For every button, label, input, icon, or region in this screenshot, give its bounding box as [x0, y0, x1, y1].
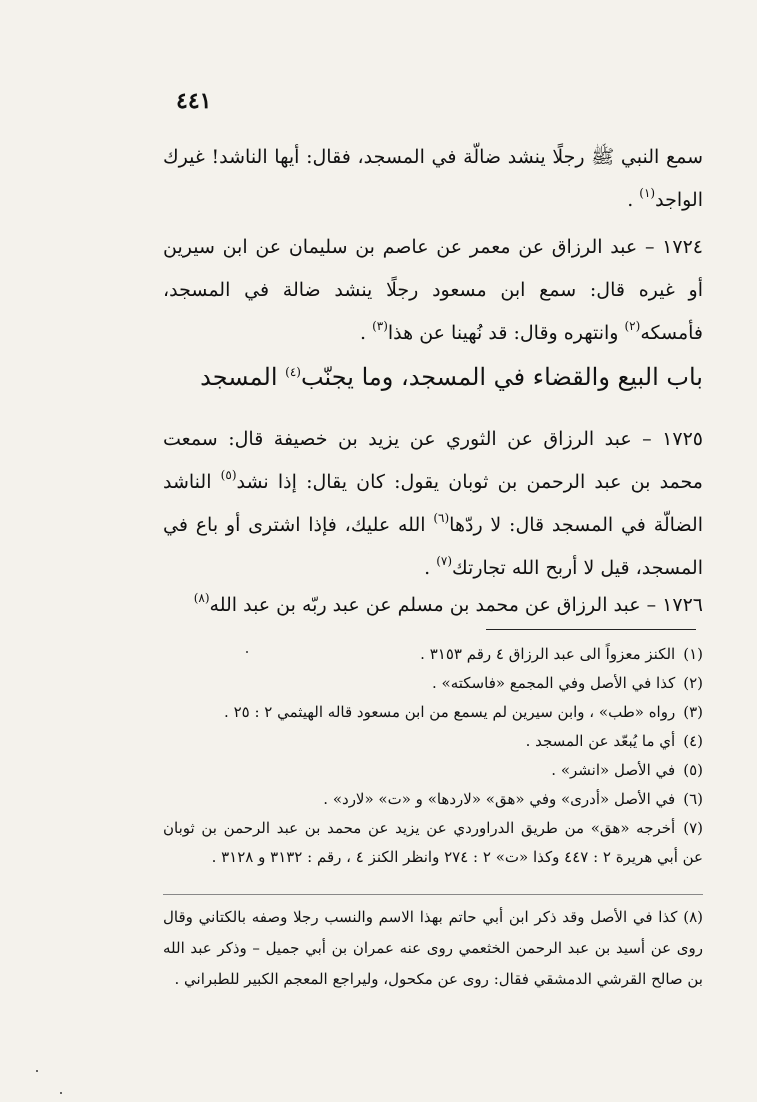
footnote-item — [163, 727, 703, 756]
heading-text: باب البيع والقضاء في المسجد، وما يجنّب — [300, 363, 703, 391]
footnote-text: أي ما يُبعّد عن المسجد . — [525, 732, 676, 750]
footnote-item-8 — [163, 902, 703, 995]
paragraph-end: . — [424, 557, 437, 579]
paragraph-text: ١٧٢٤ – عبد الرزاق عن معمر عن عاصم بن سليمان عن ابن سيرين أو غيره قال: سمع ابن مسعود رجلًا ينشد ضالة في المسجد، فأمسكه — [163, 236, 703, 344]
footnote-ref[interactable]: (٦) — [433, 511, 450, 525]
paragraph-text: وانتهره وقال: قد نُهينا عن هذا — [387, 322, 625, 344]
footnotes-list — [163, 640, 703, 872]
footnote-text: كذا في الأصل وفي المجمع «فاسكته» . — [431, 674, 676, 692]
paragraph-text: الله عليك، فإذا اشترى أو باع في المسجد، قيل لا أربح الله تجارتك — [163, 514, 703, 579]
footnote-number: (٦) — [683, 790, 703, 808]
heading-text: المسجد — [200, 363, 286, 391]
footnote-number: (٢) — [683, 674, 703, 692]
paper-speck — [246, 651, 248, 653]
paragraph-text: ١٧٢٥ – عبد الرزاق عن الثوري عن يزيد بن خصيفة قال: سمعت محمد بن عبد الرحمن بن ثوبان يقول: كان يقال: إذا نشد — [163, 428, 703, 493]
footnote-item — [163, 640, 703, 669]
footnote-item — [163, 669, 703, 698]
footnote-ref[interactable]: (٣) — [372, 319, 388, 333]
paper-speck — [60, 1092, 62, 1094]
paragraph-end: . — [627, 189, 640, 211]
footnote-text: كذا في الأصل وقد ذكر ابن أبي حاتم بهذا الاسم والنسب رجلا وصفه بالكتاني وقال روى عن أسيد بن عبد الرحمن الخثعمي روى عنه عمران بن أبي جميل – وذكر عبد الله بن صالح القرشي الدمشقي فقال: روى عن مكحول، وليراجع المعجم الكبير للطبراني . — [163, 908, 703, 988]
footnote-ref[interactable]: (١) — [639, 186, 656, 200]
page-number: ٤٤١ — [176, 88, 212, 114]
paragraph-text: ١٧٢٦ – عبد الرزاق عن محمد بن مسلم عن عبد ربّه بن عبد الله — [209, 594, 703, 616]
footnote-ref[interactable]: (٤) — [285, 365, 301, 379]
paragraph-hadith-1726 — [163, 584, 703, 627]
footnote-item — [163, 785, 703, 814]
footnote-number: (٤) — [683, 732, 703, 750]
footnote-ref[interactable]: (٧) — [436, 554, 453, 568]
paragraph-text: سمع النبي ﷺ رجلًا ينشد ضالّة في المسجد، فقال: أيها الناشد! غيرك الواجد — [163, 146, 703, 211]
footnote-text: في الأصل «أدرى» وفي «هق» «لاردها» و «ت» «لارد» . — [323, 790, 676, 808]
paragraph-hadith-1724 — [163, 226, 703, 355]
paragraph-hadith-1725 — [163, 418, 703, 590]
paper-speck — [36, 1070, 38, 1072]
footnote-number: (١) — [683, 645, 703, 663]
footnote-text: أخرجه «هق» من طريق الدراوردي عن يزيد عن محمد بن عبد الرحمن بن ثوبان عن أبي هريرة ٢ : ٤٤٧ وكذا «ت» ٢ : ٢٧٤ وانظر الكنز ٤ ، رقم : ٣١٣٢ و ٣١٢٨ . — [163, 819, 703, 866]
footnote-text: رواه «طب» ، وابن سيرين لم يسمع من ابن مسعود قاله الهيثمي ٢ : ٢٥ . — [224, 703, 676, 721]
chapter-heading — [163, 353, 703, 401]
paragraph-text: الناشد الضالّة في المسجد قال: لا ردّها — [163, 471, 703, 536]
footnote-number: (٨) — [683, 908, 703, 926]
footnote-ref[interactable]: (٨) — [193, 591, 210, 605]
footnote-item — [163, 698, 703, 727]
footnote-text: الكنز معزواً الى عبد الرزاق ٤ رقم ٣١٥٣ . — [420, 645, 676, 663]
footnote-separator-rule — [486, 629, 696, 630]
footnote-text: في الأصل «انشر» . — [551, 761, 676, 779]
paragraph-hadith-intro — [163, 136, 703, 222]
footnote-number: (٧) — [683, 819, 703, 837]
footnote-ref[interactable]: (٢) — [624, 319, 641, 333]
footnote-item — [163, 756, 703, 785]
paragraph-end: . — [359, 322, 373, 344]
footnote-ref[interactable]: (٥) — [220, 468, 237, 482]
footnote-number: (٥) — [683, 761, 703, 779]
footnote-divider — [163, 894, 703, 895]
footnote-item — [163, 814, 703, 872]
footnote-number: (٣) — [683, 703, 703, 721]
